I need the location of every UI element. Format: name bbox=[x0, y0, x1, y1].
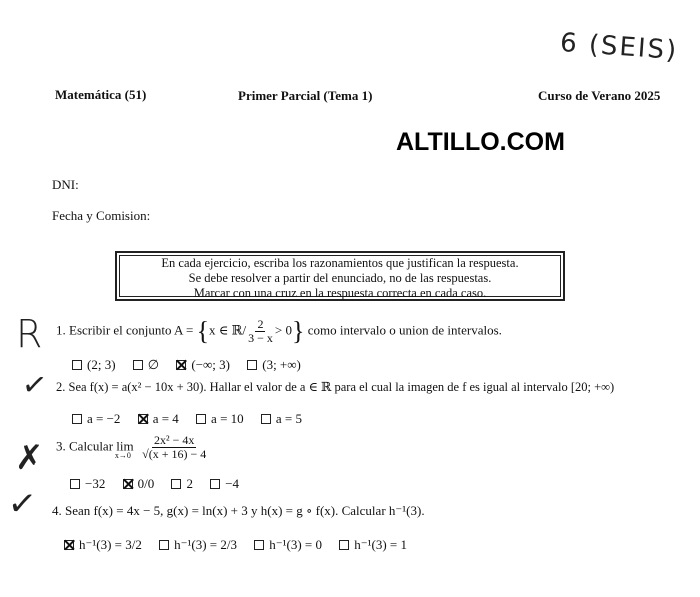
brace-close: } bbox=[291, 316, 305, 346]
question-number: 2. bbox=[56, 380, 66, 394]
question-number: 3. bbox=[56, 438, 66, 454]
option-label: (2; 3) bbox=[87, 357, 116, 372]
checkbox-marked[interactable] bbox=[123, 479, 133, 489]
checkbox[interactable] bbox=[72, 414, 82, 424]
check-icon: ✓ bbox=[19, 366, 50, 405]
dni-label: DNI: bbox=[52, 177, 79, 192]
checkbox[interactable] bbox=[196, 414, 206, 424]
question-1 bbox=[56, 318, 502, 345]
option-label: h⁻¹(3) = 0 bbox=[269, 537, 322, 552]
question-text: Escribir el conjunto A = bbox=[69, 322, 197, 338]
term-title: Curso de Verano 2025 bbox=[538, 88, 661, 103]
checkbox[interactable] bbox=[247, 360, 257, 370]
question-number: 4. bbox=[52, 503, 62, 518]
option[interactable] bbox=[159, 537, 237, 553]
options-q1 bbox=[72, 357, 315, 374]
question-4 bbox=[52, 503, 425, 519]
question-text: Calcular lim bbox=[69, 438, 134, 454]
option[interactable] bbox=[64, 537, 142, 553]
instructions-box bbox=[115, 251, 565, 301]
option-label: h⁻¹(3) = 3/2 bbox=[79, 537, 142, 552]
date-commission-label: Fecha y Comision: bbox=[52, 208, 151, 223]
option-label: ∅ bbox=[147, 357, 160, 372]
cross-icon: ✗ bbox=[15, 438, 44, 478]
option-label: h⁻¹(3) = 2/3 bbox=[174, 537, 237, 552]
option-label: a = 4 bbox=[152, 411, 179, 426]
checkbox-marked[interactable] bbox=[64, 540, 74, 550]
option-label: a = 5 bbox=[275, 411, 303, 426]
checkbox[interactable] bbox=[171, 479, 181, 489]
option-label: 2 bbox=[186, 476, 193, 491]
option[interactable] bbox=[196, 411, 244, 427]
checkbox[interactable] bbox=[261, 414, 271, 424]
option-label: −32 bbox=[85, 476, 106, 491]
option[interactable] bbox=[210, 476, 239, 492]
option-label: h⁻¹(3) = 1 bbox=[354, 537, 407, 552]
fraction-denominator: 3 − x bbox=[248, 331, 273, 345]
option[interactable] bbox=[261, 411, 302, 427]
checkbox[interactable] bbox=[210, 479, 220, 489]
watermark-text: ALTILLO.COM bbox=[396, 128, 565, 156]
option-label: a = 10 bbox=[211, 411, 244, 426]
fraction-numerator: 2 bbox=[257, 317, 264, 331]
margin-mark-q1: R bbox=[16, 312, 43, 356]
option[interactable] bbox=[171, 476, 193, 492]
question-text: Sean f(x) = 4x − 5, g(x) = ln(x) + 3 y h(x) = g ∘ f(x). Calcular h⁻¹(3). bbox=[65, 503, 425, 518]
fraction-denominator: √(x + 16) − 4 bbox=[142, 447, 207, 461]
fraction bbox=[248, 318, 273, 345]
brace-open: { bbox=[196, 316, 210, 346]
option-label: (−∞; 3) bbox=[191, 357, 230, 372]
question-2 bbox=[56, 379, 614, 395]
grade-mark: 6 (SEIS) bbox=[559, 27, 680, 67]
option-label: 0/0 bbox=[137, 476, 155, 491]
check-icon: ✓ bbox=[5, 482, 39, 526]
checkbox-marked[interactable] bbox=[176, 360, 186, 370]
checkbox[interactable] bbox=[70, 479, 80, 489]
options-q2 bbox=[72, 411, 316, 428]
options-q4 bbox=[64, 537, 421, 554]
option[interactable] bbox=[339, 537, 407, 553]
fraction-numerator: 2x² − 4x bbox=[154, 433, 195, 447]
option-label: a = −2 bbox=[87, 411, 121, 426]
question-3 bbox=[56, 434, 208, 461]
question-text: Sea f(x) = a(x² − 10x + 30). Hallar el valor de a ∈ ℝ para el cual la imagen de f es igual al intervalo [20; +∞) bbox=[68, 380, 615, 394]
instruction-line: En cada ejercicio, escriba los razonamientos que justifican la respuesta. bbox=[161, 256, 519, 270]
question-text: como intervalo o union de intervalos. bbox=[307, 322, 502, 338]
question-number: 1. bbox=[56, 322, 66, 338]
checkbox-marked[interactable] bbox=[138, 414, 148, 424]
instruction-line: Marcar con una cruz en la respuesta correcta en cada caso. bbox=[193, 286, 487, 300]
checkbox[interactable] bbox=[159, 540, 169, 550]
option-label: −4 bbox=[225, 476, 240, 491]
option[interactable] bbox=[133, 357, 159, 373]
checkbox[interactable] bbox=[339, 540, 349, 550]
checkbox[interactable] bbox=[133, 360, 143, 370]
option-label: (3; +∞) bbox=[262, 357, 301, 372]
set-condition: > 0 bbox=[274, 322, 292, 338]
option[interactable] bbox=[72, 411, 120, 427]
option[interactable] bbox=[176, 357, 230, 373]
set-condition: x ∈ ℝ/ bbox=[209, 322, 247, 338]
option[interactable] bbox=[123, 476, 155, 492]
limit-subscript: x→0 bbox=[114, 451, 131, 461]
option[interactable] bbox=[138, 411, 179, 427]
fraction bbox=[142, 434, 206, 461]
option[interactable] bbox=[254, 537, 322, 553]
option[interactable] bbox=[72, 357, 116, 373]
checkbox[interactable] bbox=[254, 540, 264, 550]
checkbox[interactable] bbox=[72, 360, 82, 370]
exam-title: Primer Parcial (Tema 1) bbox=[238, 88, 373, 103]
option[interactable] bbox=[70, 476, 105, 492]
option[interactable] bbox=[247, 357, 301, 373]
course-title: Matemática (51) bbox=[55, 87, 147, 102]
options-q3 bbox=[70, 476, 253, 493]
instruction-line: Se debe resolver a partir del enunciado, no de las respuestas. bbox=[188, 271, 492, 285]
